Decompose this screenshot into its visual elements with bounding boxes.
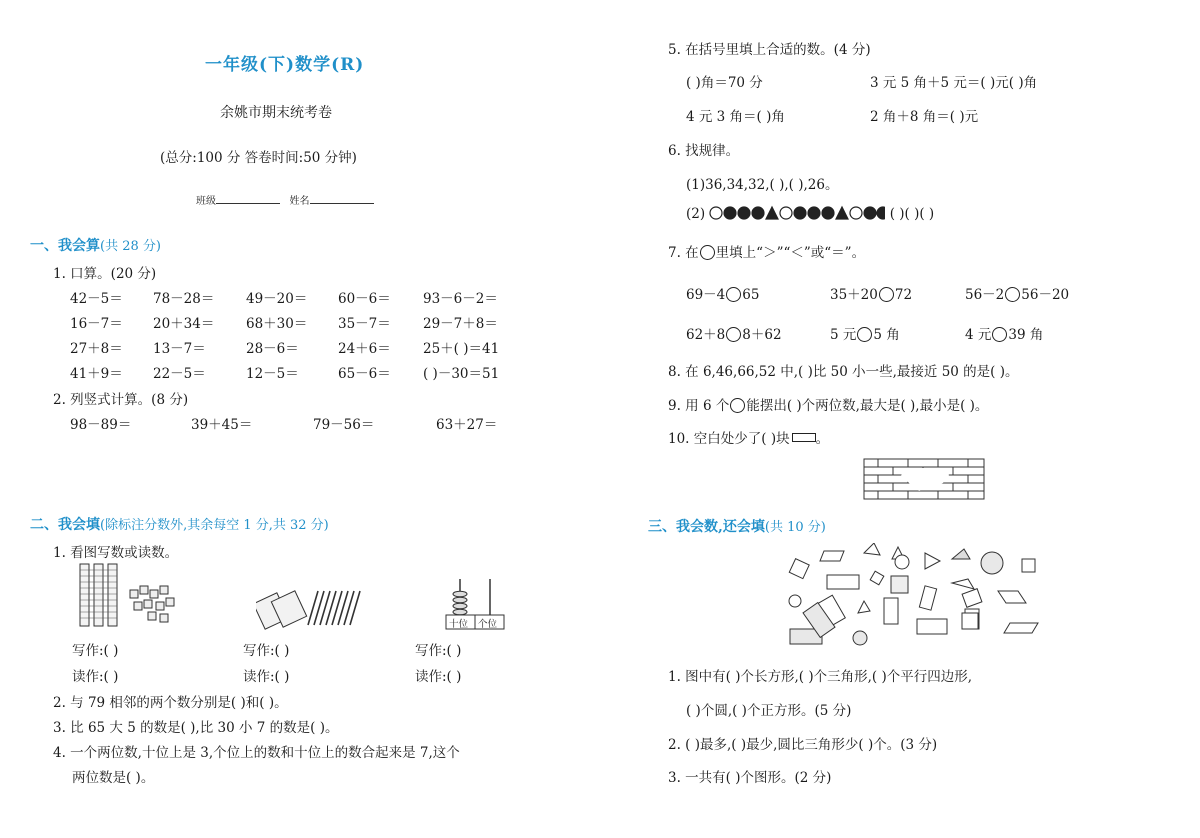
answer-circle-icon[interactable] (1005, 287, 1020, 302)
write-answer-3: 写作:( ) (415, 643, 462, 659)
q7-item-2-right: 72 (894, 287, 913, 303)
calc-item: 25＋( )＝41 (423, 341, 500, 357)
q7-title-rest: 里填上“＞”“＜”或“＝”。 (715, 245, 866, 261)
q5-title: 5. 在括号里填上合适的数。(4 分) (668, 42, 871, 58)
section1-heading (30, 235, 161, 255)
calc-item: 41＋9＝ (70, 366, 123, 382)
calc-item: 78－28＝ (153, 291, 215, 307)
q5-item-3: 4 元 3 角＝( )角 (686, 109, 785, 125)
q7-item-5 (830, 323, 900, 343)
section3-title: 三、我会数,还会填 (648, 519, 765, 535)
s3-q1-line1: 1. 图中有( )个长方形,( )个三角形,( )个平行四边形, (668, 669, 973, 685)
calc-item: 27＋8＝ (70, 341, 123, 357)
calc-item: 68＋30＝ (246, 316, 308, 332)
q6-part2-prefix: (2) (686, 206, 706, 222)
exam-info: (总分:100 分 答卷时间:50 分钟) (160, 150, 357, 166)
q10 (668, 427, 829, 447)
q7-item-6-right: 39 角 (1008, 327, 1044, 343)
read-answer-2: 读作:( ) (243, 669, 290, 685)
stick-bundles-picture (256, 585, 371, 630)
calc-item: 12－5＝ (246, 366, 299, 382)
calc-item: 65－6＝ (338, 366, 391, 382)
q7-item-2 (830, 283, 912, 303)
write-answer-2: 写作:( ) (243, 643, 290, 659)
q7-item-6-left: 4 元 (965, 327, 992, 343)
q6-title: 6. 找规律。 (668, 143, 740, 159)
brick-wall-picture (863, 458, 985, 500)
section2-title: 二、我会填 (30, 517, 100, 533)
calc-item: 49－20＝ (246, 291, 308, 307)
answer-circle-icon[interactable] (992, 327, 1007, 342)
q7-title (668, 241, 865, 261)
calc-item: 22－5＝ (153, 366, 206, 382)
q7-item-3 (965, 283, 1069, 303)
vertical-calc-3: 79－56＝ (313, 417, 375, 433)
shapes-picture (782, 543, 1044, 647)
q7-item-6 (965, 323, 1043, 343)
section2-note: (除标注分数外,其余每空 1 分,共 32 分) (100, 518, 329, 533)
calc-item: 42－5＝ (70, 291, 123, 307)
s3-q3: 3. 一共有( )个图形。(2 分) (668, 770, 832, 786)
vertical-calc-1: 98－89＝ (70, 417, 132, 433)
calc-item: 13－7＝ (153, 341, 206, 357)
q5-item-1: ( )角＝70 分 (686, 75, 763, 91)
calc-item: 24＋6＝ (338, 341, 391, 357)
section1-title: 一、我会算 (30, 238, 100, 254)
q9-start: 9. 用 6 个 (668, 398, 730, 414)
calc-item: 20＋34＝ (153, 316, 215, 332)
calc-item: 29－7＋8＝ (423, 316, 498, 332)
calc-item: 16－7＝ (70, 316, 123, 332)
brick-icon (792, 433, 816, 442)
abacus-ones-label: 个位 (478, 619, 498, 630)
q7-item-1-left: 69－4 (686, 287, 726, 303)
name-label: 姓名 (289, 196, 310, 207)
q7-item-5-right: 5 角 (873, 327, 900, 343)
q10-end: 。 (815, 431, 830, 447)
abacus-tens-label: 十位 (449, 619, 469, 630)
q5-item-4: 2 角＋8 角＝( )元 (870, 109, 979, 125)
name-field[interactable] (310, 193, 374, 204)
section1-note: (共 28 分) (100, 239, 161, 254)
shape-pattern (709, 205, 885, 221)
q9 (668, 394, 988, 414)
s2-q2: 2. 与 79 相邻的两个数分别是( )和( )。 (53, 695, 288, 711)
q7-item-5-left: 5 元 (830, 327, 857, 343)
calc-item: ( )－30＝51 (423, 366, 500, 382)
vertical-calc-4: 63＋27＝ (436, 417, 498, 433)
s2-q1: 1. 看图写数或读数。 (53, 545, 179, 561)
answer-circle-icon[interactable] (857, 327, 872, 342)
exam-subtitle: 余姚市期末统考卷 (220, 105, 332, 121)
calc-item: 60－6＝ (338, 291, 391, 307)
q8: 8. 在 6,46,66,52 中,( )比 50 小一些,最接近 50 的是( )。 (668, 364, 1019, 380)
s2-q4-line2: 两位数是( )。 (72, 770, 155, 786)
read-answer-1: 读作:( ) (72, 669, 119, 685)
section2-heading (30, 514, 329, 534)
read-answer-3: 读作:( ) (415, 669, 462, 685)
q10-start: 10. 空白处少了( )块 (668, 431, 790, 447)
q7-item-2-left: 35＋20 (830, 287, 878, 303)
q6-part2-blanks: ( )( )( ) (889, 206, 935, 222)
calc-item: 28－6＝ (246, 341, 299, 357)
class-label: 班级 (196, 196, 216, 207)
page-title: 一年级(下)数学(R) (205, 55, 365, 75)
q7-title-start: 7. 在 (668, 245, 699, 261)
q7-item-4 (686, 323, 782, 343)
calc-item: 35－7＝ (338, 316, 391, 332)
q7-item-1-right: 65 (742, 287, 760, 303)
q7-item-3-right: 56－20 (1021, 287, 1070, 303)
q7-item-4-left: 62＋8 (686, 327, 726, 343)
q9-rest: 能摆出( )个两位数,最大是( ),最小是( )。 (746, 398, 989, 414)
answer-circle-icon[interactable] (726, 327, 741, 342)
write-answer-1: 写作:( ) (72, 643, 119, 659)
s2-q4-line1: 4. 一个两位数,十位上是 3,个位上的数和十位上的数合起来是 7,这个 (53, 745, 460, 761)
q7-item-1 (686, 283, 759, 303)
class-name-line (196, 192, 374, 207)
q7-item-3-left: 56－2 (965, 287, 1005, 303)
s3-q1-line2: ( )个圆,( )个正方形。(5 分) (686, 703, 852, 719)
s1-q1: 1. 口算。(20 分) (53, 266, 157, 282)
tens-rods-picture (78, 560, 188, 632)
s3-q2: 2. ( )最多,( )最少,圆比三角形少( )个。(3 分) (668, 737, 938, 753)
q6-part1: (1)36,34,32,( ),( ),26。 (686, 177, 839, 193)
section3-note: (共 10 分) (764, 520, 826, 535)
q7-item-4-right: 8＋62 (742, 327, 782, 343)
class-field[interactable] (216, 193, 280, 204)
answer-circle-icon[interactable] (726, 287, 741, 302)
vertical-calc-row (70, 413, 590, 431)
calc-item: 93－6－2＝ (423, 291, 498, 307)
compare-circle-icon (700, 245, 715, 260)
section3-heading (648, 516, 826, 536)
s1-q2: 2. 列竖式计算。(8 分) (53, 392, 189, 408)
s2-q3: 3. 比 65 大 5 的数是( ),比 30 小 7 的数是( )。 (53, 720, 339, 736)
q6-part2 (686, 205, 934, 222)
circle-icon (730, 398, 745, 413)
vertical-calc-2: 39＋45＝ (191, 417, 253, 433)
q5-item-2: 3 元 5 角＋5 元＝( )元( )角 (870, 75, 1038, 91)
answer-circle-icon[interactable] (879, 287, 894, 302)
